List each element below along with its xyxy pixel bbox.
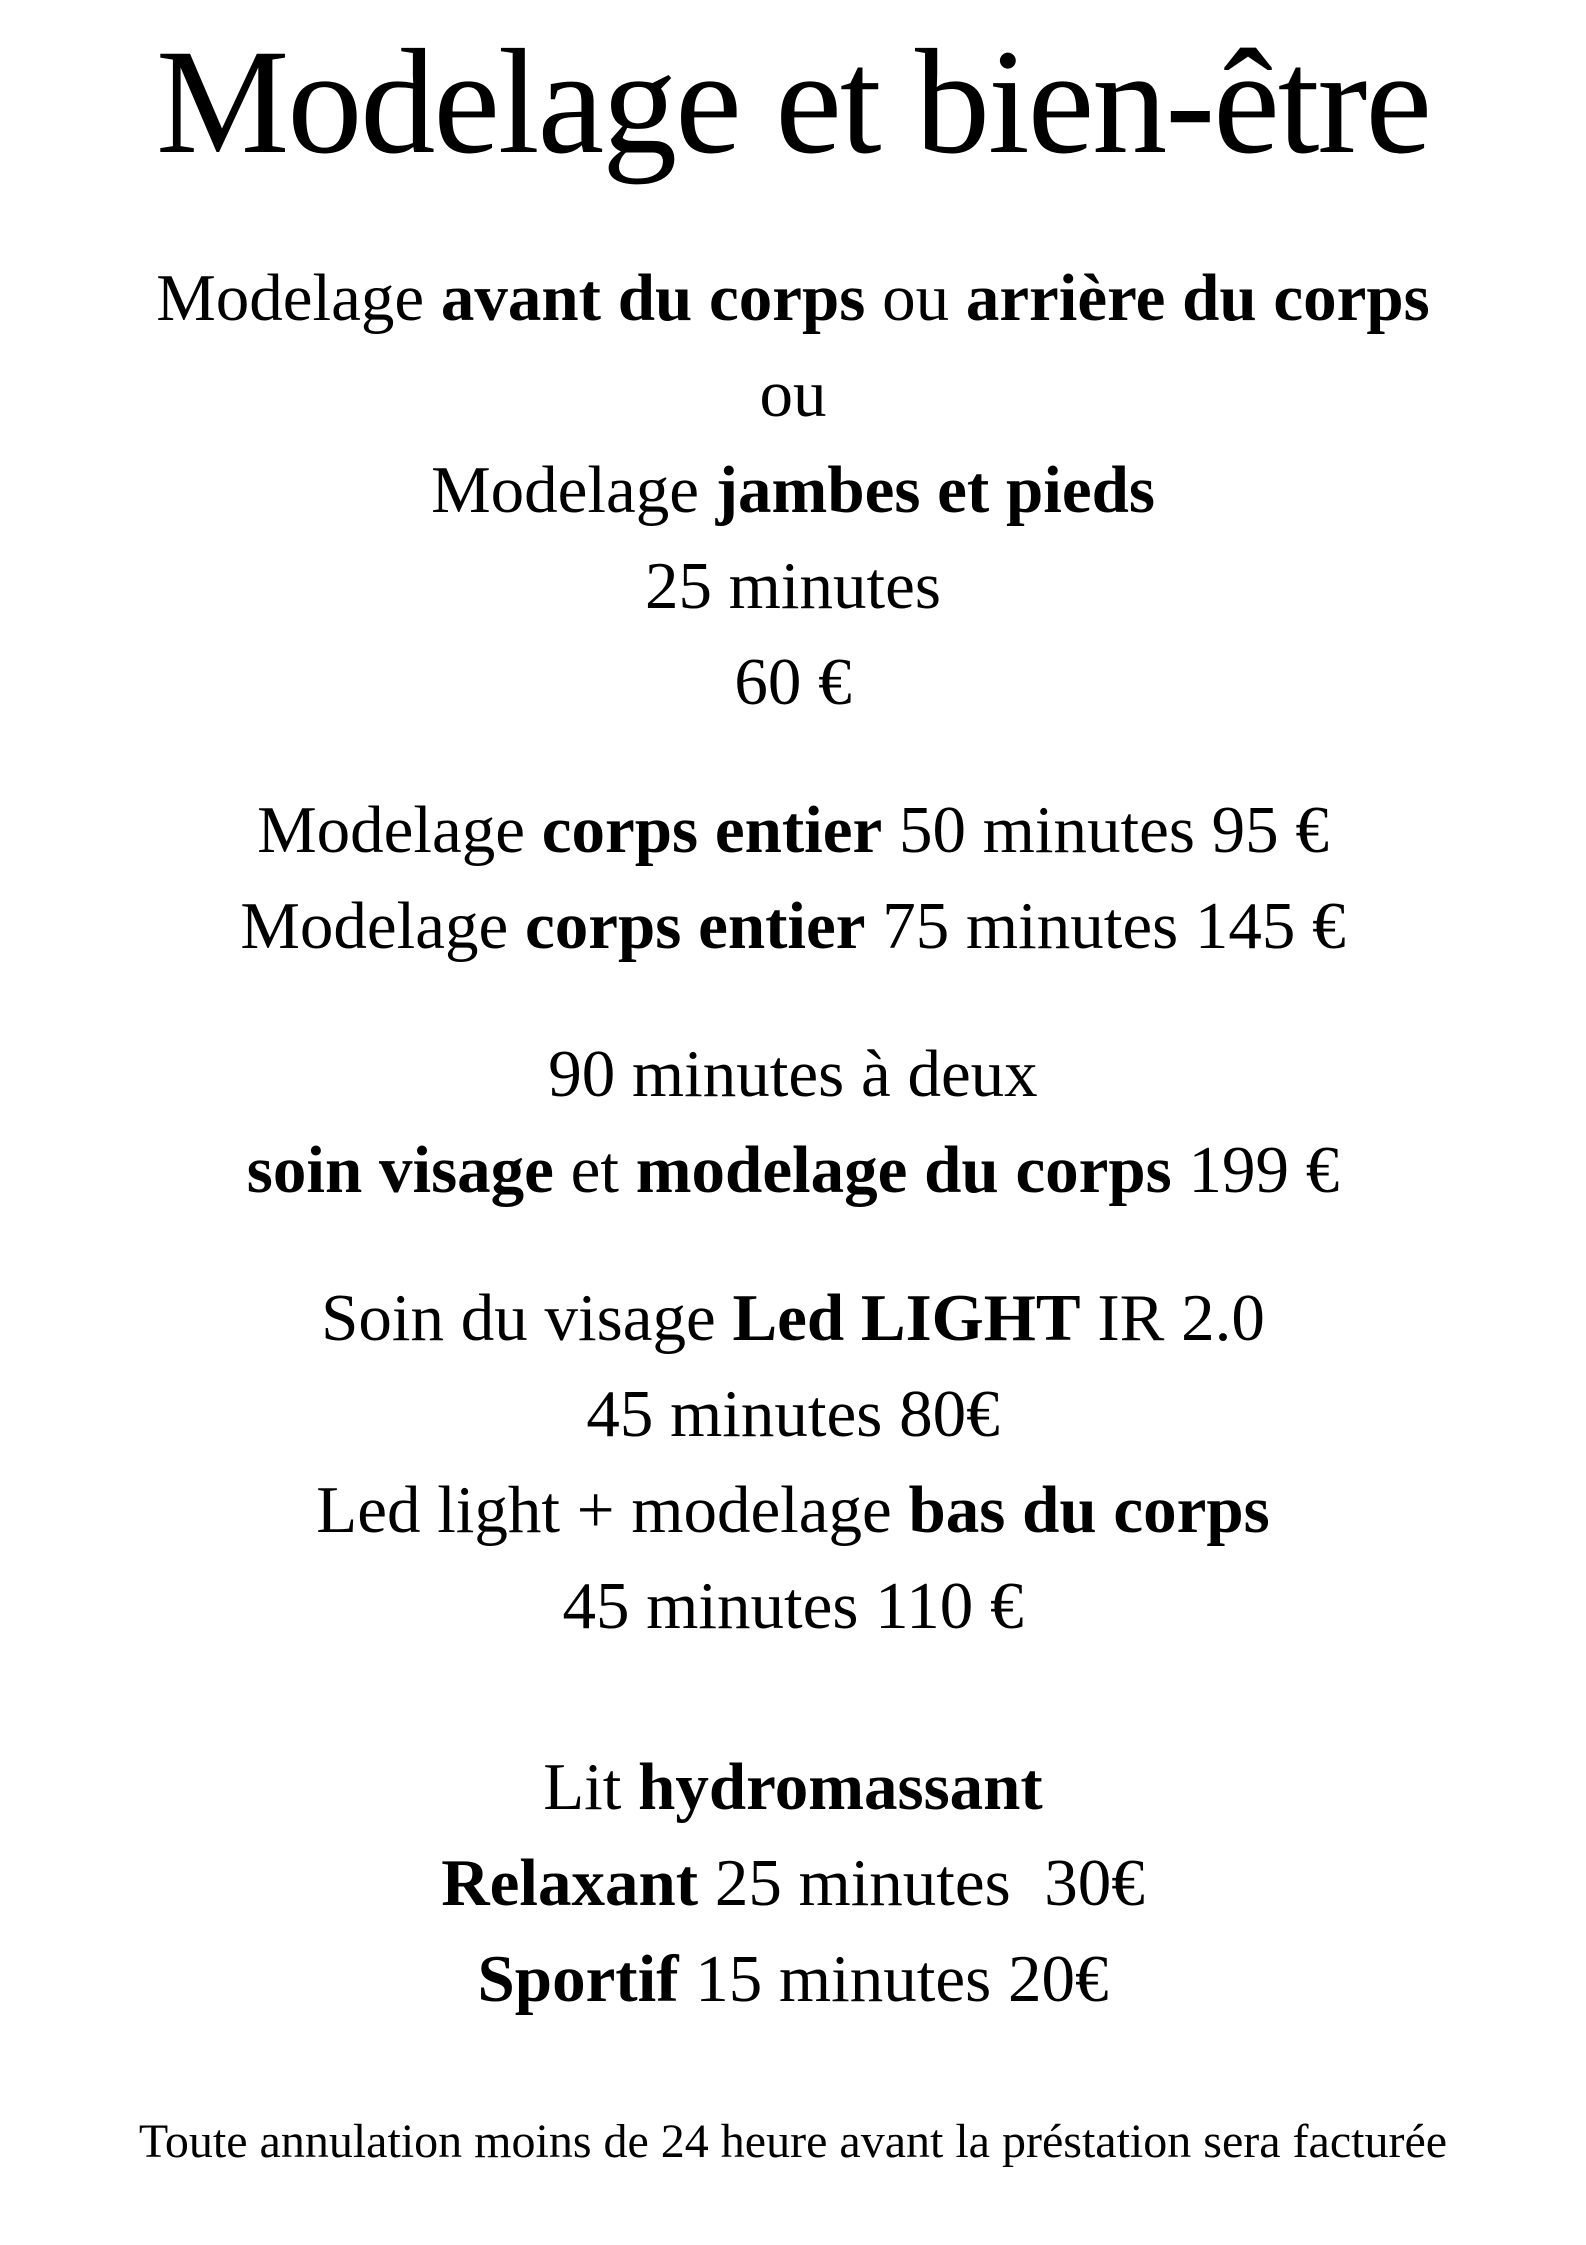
text-segment: 90 minutes à deux [548, 1037, 1038, 1111]
text-segment: 15 minutes 20€ [678, 1942, 1109, 2016]
text-segment: Led LIGHT [732, 1281, 1081, 1355]
text-segment: Modelage [257, 793, 542, 867]
text-segment: Relaxant [441, 1846, 699, 1920]
section-duo-90-minutes [0, 1026, 1586, 1218]
text-segment: jambes et pieds [715, 453, 1155, 527]
text-segment: Modelage [431, 453, 716, 527]
text-segment: Sportif [477, 1942, 679, 2016]
text-segment: 25 minutes [645, 549, 941, 623]
line-duration-25-minutes [0, 538, 1586, 634]
text-segment: IR 2.0 [1080, 1281, 1265, 1355]
line-45-minutes-110 [0, 1558, 1586, 1654]
line-relaxant [0, 1835, 1586, 1931]
text-segment: corps entier [525, 889, 866, 963]
line-modelage-jambes-pieds [0, 442, 1586, 538]
text-segment: hydromassant [638, 1750, 1043, 1824]
line-corps-entier-50 [0, 782, 1586, 878]
text-segment: avant du corps [440, 261, 866, 335]
line-modelage-avant-arriere [0, 250, 1586, 346]
section-lit-hydromassant [0, 1739, 1586, 2027]
line-sportif [0, 1931, 1586, 2027]
text-segment: modelage du corps [635, 1133, 1172, 1207]
text-segment: 50 minutes 95 € [882, 793, 1329, 867]
text-segment: Modelage [240, 889, 526, 963]
text-segment: 75 minutes 145 € [865, 889, 1346, 963]
text-segment: 45 minutes 80€ [586, 1377, 1000, 1451]
line-90-minutes-a-deux [0, 1026, 1586, 1122]
line-led-light-bas-du-corps [0, 1462, 1586, 1558]
page-title: Modelage et bien-être [155, 19, 1430, 185]
text-segment: ou [865, 261, 966, 335]
text-segment: 25 minutes 30€ [698, 1846, 1145, 1920]
section-modelage-avant-arriere-jambes-pieds [0, 250, 1586, 730]
cancellation-notice: Toute annulation moins de 24 heure avant la préstation sera facturée [138, 2115, 1448, 2168]
text-segment: 199 € [1171, 1133, 1340, 1207]
line-lit-hydromassant [0, 1739, 1586, 1835]
text-segment: 45 minutes 110 € [562, 1569, 1024, 1643]
text-segment: ou [759, 357, 827, 431]
line-45-minutes-80 [0, 1366, 1586, 1462]
text-segment: et [553, 1133, 636, 1207]
line-price-60 [0, 634, 1586, 730]
line-ou [0, 346, 1586, 442]
line-soin-visage-modelage [0, 1122, 1586, 1218]
line-soin-visage-led-light [0, 1270, 1586, 1366]
section-modelage-corps-entier [0, 782, 1586, 974]
text-segment: Lit [543, 1750, 639, 1824]
text-segment: arrière du corps [965, 261, 1430, 335]
text-segment: bas du corps [908, 1473, 1270, 1547]
text-segment: Led light + modelage [316, 1473, 909, 1547]
line-corps-entier-75 [0, 878, 1586, 974]
section-led-light [0, 1270, 1586, 1654]
text-segment: Modelage [156, 261, 441, 335]
text-segment: soin visage [246, 1133, 554, 1207]
text-segment: 60 € [734, 645, 852, 719]
text-segment: Soin du visage [321, 1281, 733, 1355]
text-segment: corps entier [541, 793, 883, 867]
